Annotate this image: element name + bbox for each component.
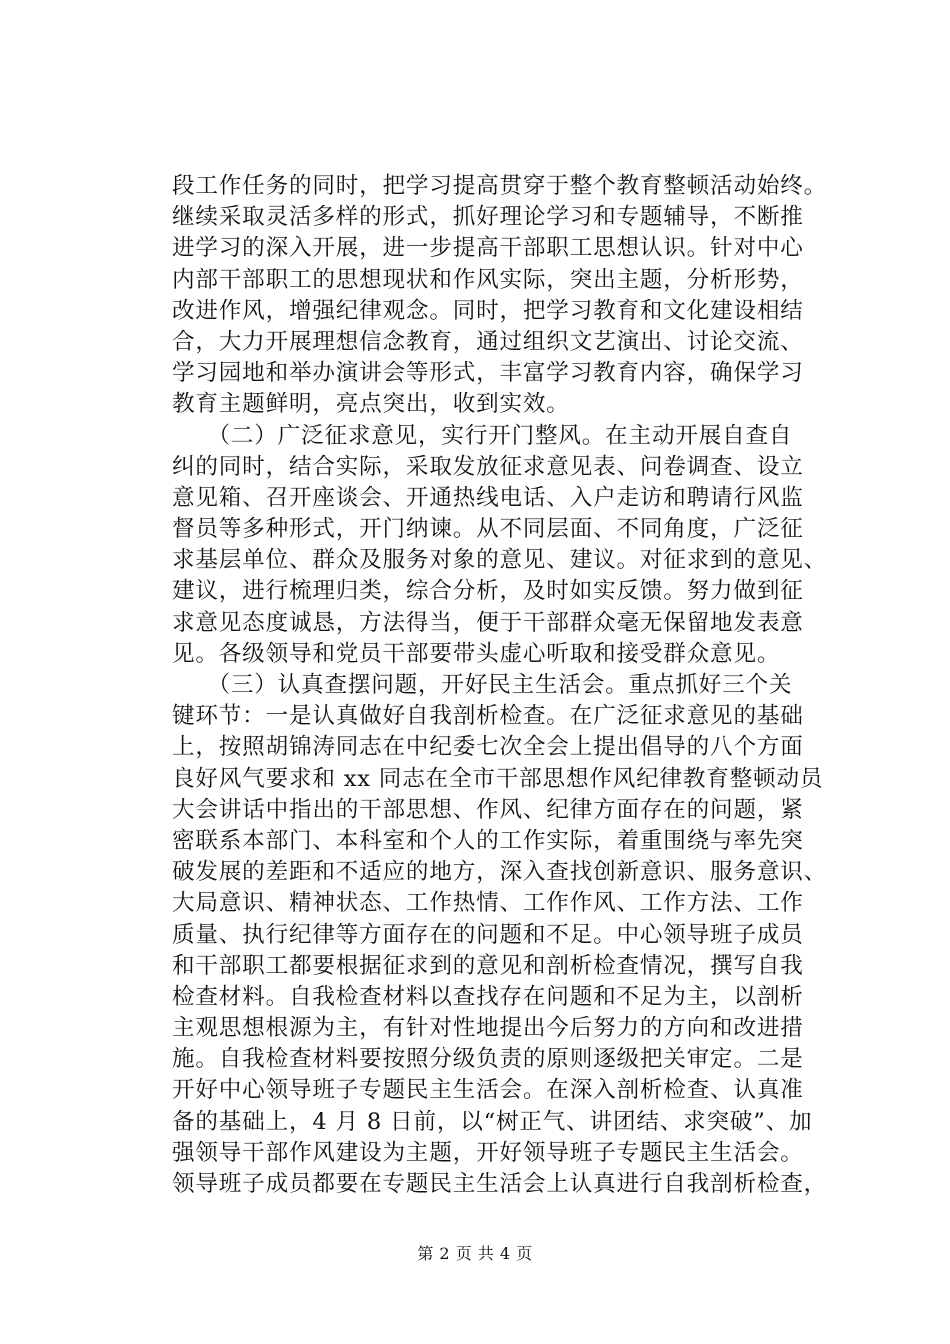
page-number-footer: 第 2 页 共 4 页 [417, 1244, 533, 1263]
text-line: 密联系本部门、本科室和个人的工作实际，着重围绕与率先突 [172, 827, 804, 854]
text-line: 求基层单位、群众及服务对象的意见、建议。对征求到的意见、 [172, 547, 828, 574]
text-line: 破发展的差距和不适应的地方，深入查找创新意识、服务意识、 [172, 859, 828, 886]
text-line: 改进作风，增强纪律观念。同时，把学习教育和文化建设相结 [172, 297, 804, 324]
text-line: 备的基础上，4 月 8 日前，以“树正气、讲团结、求突破”、加 [172, 1108, 813, 1135]
text-line: （二）广泛征求意见，实行开门整风。在主动开展自查自 [172, 422, 793, 449]
text-line: 段工作任务的同时，把学习提高贯穿于整个教育整顿活动始终。 [172, 173, 828, 199]
text-line: 合，大力开展理想信念教育，通过组织文艺演出、讨论交流、 [172, 328, 804, 355]
text-line: 教育主题鲜明，亮点突出，收到实效。 [172, 391, 570, 418]
text-line: 开好中心领导班子专题民主生活会。在深入剖析检查、认真准 [172, 1077, 804, 1104]
text-line: （三）认真查摆问题，开好民主生活会。重点抓好三个关 [172, 672, 793, 698]
text-line: 进学习的深入开展，进一步提高干部职工思想认识。针对中心 [172, 235, 804, 262]
text-line: 大局意识、精神状态、工作热情、工作作风、工作方法、工作 [172, 890, 804, 917]
text-line: 见。各级领导和党员干部要带头虚心听取和接受群众意见。 [172, 640, 781, 667]
text-line: 质量、执行纪律等方面存在的问题和不足。中心领导班子成员 [172, 921, 804, 948]
text-line: 良好风气要求和 xx 同志在全市干部思想作风纪律教育整顿动员 [172, 765, 824, 792]
text-line: 大会讲话中指出的干部思想、作风、纪律方面存在的问题，紧 [172, 796, 804, 823]
text-line: 内部干部职工的思想现状和作风实际，突出主题，分析形势， [172, 266, 804, 293]
text-line: 强领导干部作风建设为主题，开好领导班子专题民主生活会。 [172, 1139, 804, 1166]
text-line: 学习园地和举办演讲会等形式，丰富学习教育内容，确保学习 [172, 360, 804, 387]
text-line: 和干部职工都要根据征求到的意见和剖析检查情况，撰写自我 [172, 952, 804, 979]
text-line: 纠的同时，结合实际，采取发放征求意见表、问卷调查、设立 [172, 453, 804, 480]
text-line: 键环节：一是认真做好自我剖析检查。在广泛征求意见的基础 [172, 703, 804, 730]
text-line: 督员等多种形式，开门纳谏。从不同层面、不同角度，广泛征 [172, 516, 804, 543]
text-line: 领导班子成员都要在专题民主生活会上认真进行自我剖析检查， [172, 1171, 828, 1197]
text-line: 意见箱、召开座谈会、开通热线电话、入户走访和聘请行风监 [172, 484, 804, 511]
text-line: 主观思想根源为主，有针对性地提出今后努力的方向和改进措 [172, 1015, 804, 1042]
text-line: 施。自我检查材料要按照分级负责的原则逐级把关审定。二是 [172, 1046, 804, 1073]
text-line: 求意见态度诚恳，方法得当，便于干部群众毫无保留地发表意 [172, 609, 804, 636]
text-line: 检查材料。自我检查材料以查找存在问题和不足为主，以剖析 [172, 983, 804, 1010]
document-body [172, 171, 828, 1200]
text-line: 上，按照胡锦涛同志在中纪委七次全会上提出倡导的八个方面 [172, 734, 804, 761]
text-line: 继续采取灵活多样的形式，抓好理论学习和专题辅导，不断推 [172, 204, 804, 231]
text-line: 建议，进行梳理归类，综合分析，及时如实反馈。努力做到征 [172, 578, 804, 605]
